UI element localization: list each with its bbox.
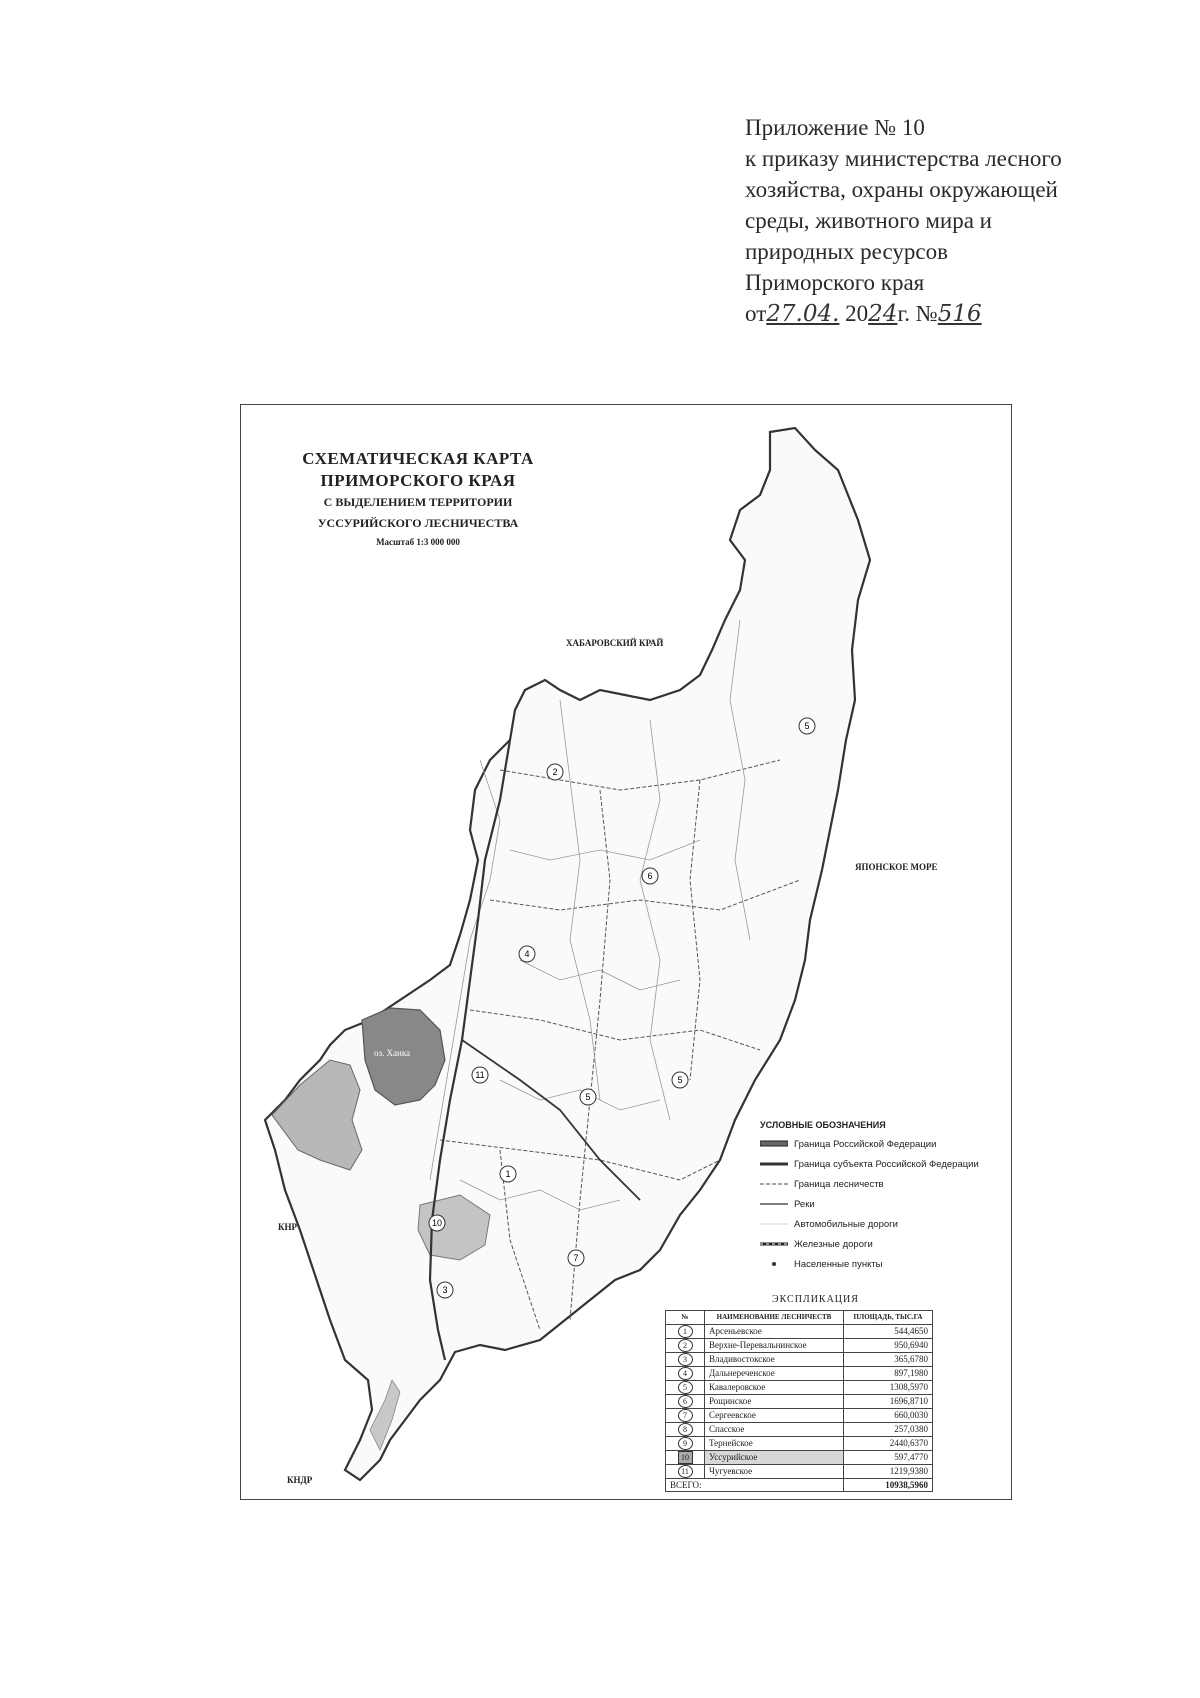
table-row xyxy=(666,1324,933,1338)
forestry-name: Чугуевское xyxy=(705,1464,844,1478)
table-total-row xyxy=(666,1478,933,1492)
forestry-area: 897,1980 xyxy=(844,1366,933,1380)
label-korea: КНДР xyxy=(287,1475,313,1485)
number-prefix: г. № xyxy=(897,301,938,326)
svg-text:5: 5 xyxy=(585,1092,591,1102)
svg-text:3: 3 xyxy=(442,1285,448,1295)
forestry-name: Тернейское xyxy=(705,1436,844,1450)
district-marker-6 xyxy=(642,868,658,884)
settlement-symbol xyxy=(760,1260,788,1268)
appendix-line-6: Приморского края xyxy=(745,270,925,295)
forestry-name: Рощинское xyxy=(705,1394,844,1408)
column-header-area: ПЛОЩАДЬ, ТЫС.ГА xyxy=(844,1311,933,1325)
forestry-area: 1696,8710 xyxy=(844,1394,933,1408)
svg-text:5: 5 xyxy=(804,721,810,731)
forestry-name: Кавалеровское xyxy=(705,1380,844,1394)
row-number: 8 xyxy=(678,1423,693,1436)
row-number: 3 xyxy=(678,1353,693,1366)
district-marker-5-north xyxy=(799,718,815,734)
table-row xyxy=(666,1366,933,1380)
label-japan-sea: ЯПОНСКОЕ МОРЕ xyxy=(855,862,938,872)
district-marker-3 xyxy=(437,1282,453,1298)
forestry-name: Верхне-Перевальнинское xyxy=(705,1338,844,1352)
legend-item xyxy=(760,1214,1020,1234)
svg-text:7: 7 xyxy=(573,1253,579,1263)
map-title-line-4: УССУРИЙСКОГО ЛЕСНИЧЕСТВА xyxy=(317,516,519,530)
row-number: 2 xyxy=(678,1339,693,1352)
legend-item xyxy=(760,1174,1020,1194)
forestry-area: 1308,5970 xyxy=(844,1380,933,1394)
forestry-area: 1219,9380 xyxy=(844,1464,933,1478)
district-marker-10 xyxy=(429,1215,445,1231)
map-scale: Масштаб 1:3 000 000 xyxy=(376,537,460,547)
railway-symbol xyxy=(760,1240,788,1248)
row-number: 4 xyxy=(678,1367,693,1380)
forestry-border-symbol xyxy=(760,1180,788,1188)
federation-border-symbol xyxy=(760,1140,788,1148)
map-title-line-2: ПРИМОРСКОГО КРАЯ xyxy=(320,471,516,490)
forestry-name: Сергеевское xyxy=(705,1408,844,1422)
forestry-area: 2440,6370 xyxy=(844,1436,933,1450)
road-symbol xyxy=(760,1220,788,1228)
svg-text:5: 5 xyxy=(677,1075,683,1085)
label-khabarovsk: ХАБАРОВСКИЙ КРАЙ xyxy=(566,638,664,648)
district-marker-5-south xyxy=(672,1072,688,1088)
label-china: КНР xyxy=(278,1222,298,1232)
table-row-highlighted xyxy=(666,1450,933,1464)
legend-title: УСЛОВНЫЕ ОБОЗНАЧЕНИЯ xyxy=(760,1120,886,1130)
district-marker-2 xyxy=(547,764,563,780)
district-marker-11 xyxy=(580,1089,596,1105)
svg-text:1: 1 xyxy=(505,1169,511,1179)
map-title-line-1: СХЕМАТИЧЕСКАЯ КАРТА xyxy=(302,449,534,468)
legend-item-label: Населенные пункты xyxy=(794,1258,883,1270)
table-row xyxy=(666,1380,933,1394)
year-value: 24 xyxy=(868,301,898,327)
appendix-line-2: к приказу министерства лесного xyxy=(745,146,1062,171)
map-title-line-3: С ВЫДЕЛЕНИЕМ ТЕРРИТОРИИ xyxy=(323,495,513,509)
forestry-name: Владивостокское xyxy=(705,1352,844,1366)
forestry-name: Спасское xyxy=(705,1422,844,1436)
explication-table xyxy=(665,1310,933,1492)
appendix-line-4: среды, животного мира и xyxy=(745,208,992,233)
column-header-number: № xyxy=(666,1311,705,1325)
river-symbol xyxy=(760,1200,788,1208)
table-row xyxy=(666,1338,933,1352)
legend-item xyxy=(760,1134,1020,1154)
svg-text:4: 4 xyxy=(524,949,530,959)
row-number: 6 xyxy=(678,1395,693,1408)
row-number: 5 xyxy=(678,1381,693,1394)
label-lake-khanka: оз. Ханка xyxy=(374,1048,411,1058)
legend-item-label: Автомобильные дороги xyxy=(794,1218,898,1230)
district-marker-1 xyxy=(500,1166,516,1182)
legend-item-label: Граница Российской Федерации xyxy=(794,1138,937,1150)
table-row xyxy=(666,1408,933,1422)
legend-item xyxy=(760,1234,1020,1254)
table-row xyxy=(666,1422,933,1436)
district-marker-4 xyxy=(519,946,535,962)
district-marker-8 xyxy=(472,1067,488,1083)
svg-text:6: 6 xyxy=(647,871,653,881)
forestry-area: 660,0030 xyxy=(844,1408,933,1422)
legend-item xyxy=(760,1194,1020,1214)
year-prefix: 20 xyxy=(845,301,869,326)
column-header-name: НАИМЕНОВАНИЕ ЛЕСНИЧЕСТВ xyxy=(705,1311,844,1325)
district-marker-7 xyxy=(568,1250,584,1266)
table-row xyxy=(666,1394,933,1408)
date-value: 27.04. xyxy=(766,301,840,327)
legend xyxy=(760,1120,1020,1274)
forestry-area: 597,4770 xyxy=(844,1450,933,1464)
appendix-line-3: хозяйства, охраны окружающей xyxy=(745,177,1058,202)
legend-item xyxy=(760,1154,1020,1174)
subject-border-symbol xyxy=(760,1160,788,1168)
map-title xyxy=(258,448,578,550)
order-number: 516 xyxy=(937,301,982,327)
row-number: 11 xyxy=(678,1465,693,1478)
forestry-area: 544,4650 xyxy=(844,1324,933,1338)
forestry-area: 365,6780 xyxy=(844,1352,933,1366)
date-prefix: от xyxy=(745,301,767,326)
forestry-name: Уссурийское xyxy=(705,1450,844,1464)
forestry-name: Дальнереченское xyxy=(705,1366,844,1380)
appendix-line-1: Приложение № 10 xyxy=(745,115,925,140)
legend-item xyxy=(760,1254,1020,1274)
total-label: ВСЕГО: xyxy=(666,1478,844,1492)
svg-text:10: 10 xyxy=(431,1218,443,1228)
table-row xyxy=(666,1352,933,1366)
legend-item-label: Граница субъекта Российской Федерации xyxy=(794,1158,979,1170)
svg-text:11: 11 xyxy=(475,1070,485,1080)
row-number: 7 xyxy=(678,1409,693,1422)
legend-item-label: Реки xyxy=(794,1198,815,1210)
legend-item-label: Граница лесничеств xyxy=(794,1178,884,1190)
table-header-row xyxy=(666,1311,933,1325)
row-number: 10 xyxy=(678,1451,693,1464)
row-number: 1 xyxy=(678,1325,693,1338)
forestry-name: Арсеньевское xyxy=(705,1324,844,1338)
forestry-area: 257,0380 xyxy=(844,1422,933,1436)
total-value: 10938,5960 xyxy=(844,1478,933,1492)
svg-text:2: 2 xyxy=(552,767,558,777)
legend-item-label: Железные дороги xyxy=(794,1238,873,1250)
appendix-line-5: природных ресурсов xyxy=(745,239,948,264)
forestry-area: 950,6940 xyxy=(844,1338,933,1352)
table-row xyxy=(666,1436,933,1450)
row-number: 9 xyxy=(678,1437,693,1450)
explication-title: ЭКСПЛИКАЦИЯ xyxy=(772,1294,859,1305)
table-row xyxy=(666,1464,933,1478)
